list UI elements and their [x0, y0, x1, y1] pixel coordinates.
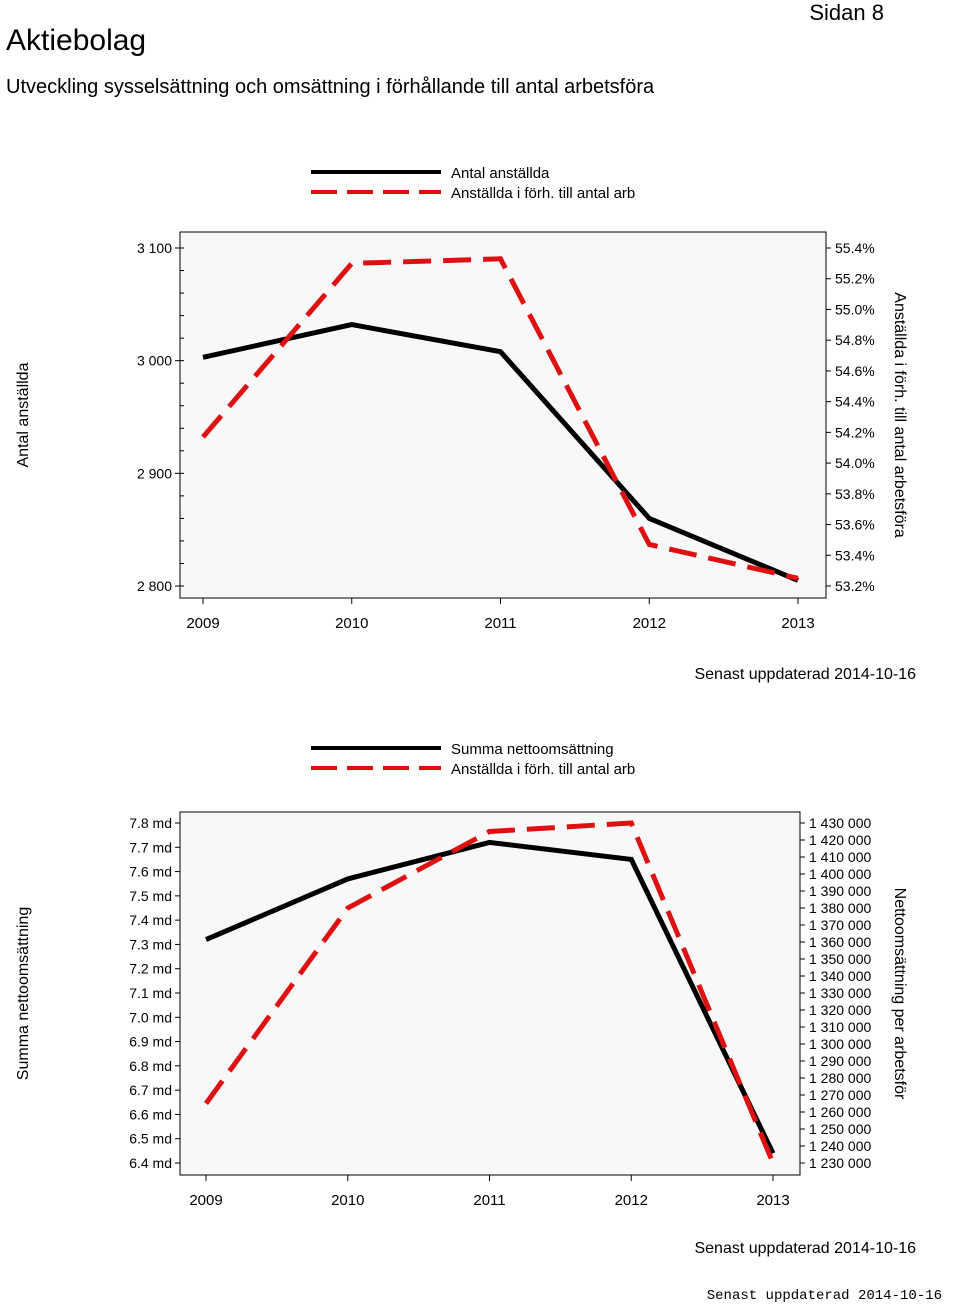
y-right-tick-label: 54.6%	[835, 362, 875, 379]
updated-note: Senast uppdaterad 2014-10-16	[694, 1240, 916, 1257]
x-tick-label: 2009	[186, 615, 220, 632]
y-left-tick-label: 7.5 md	[129, 887, 172, 904]
y-right-tick-label: 1 360 000	[809, 934, 872, 950]
y-left-tick-label: 6.4 md	[129, 1155, 172, 1171]
y-left-tick-label: 3 000	[136, 352, 172, 369]
x-tick-label: 2013	[781, 615, 815, 632]
y-left-tick-label: 2 800	[136, 578, 172, 594]
y-right-tick-label: 1 230 000	[809, 1155, 872, 1171]
y-left-tick-label: 6.9 md	[129, 1033, 172, 1050]
legend-label-2: Anställda i förh. till antal arb	[451, 761, 636, 778]
y-right-tick-label: 1 370 000	[809, 917, 872, 933]
y-right-tick-label: 1 330 000	[809, 985, 872, 1001]
y-left-axis-title: Summa nettoomsättning	[15, 906, 32, 1081]
y-right-tick-label: 1 320 000	[809, 1002, 872, 1018]
x-tick-label: 2011	[473, 1192, 506, 1209]
y-left-tick-label: 6.5 md	[129, 1130, 172, 1147]
y-right-tick-label: 1 390 000	[809, 883, 872, 899]
footer-updated: Senast uppdaterad 2014-10-16	[706, 1288, 942, 1304]
y-right-tick-label: 53.4%	[835, 547, 875, 564]
y-right-tick-label: 1 270 000	[809, 1087, 872, 1103]
x-tick-label: 2010	[331, 1192, 365, 1209]
y-right-tick-label: 1 260 000	[809, 1104, 872, 1120]
y-right-tick-label: 1 340 000	[809, 968, 872, 984]
y-right-tick-label: 1 410 000	[809, 849, 872, 865]
legend-label-1: Antal anställda	[451, 165, 550, 182]
x-tick-label: 2012	[632, 615, 666, 632]
y-right-tick-label: 1 250 000	[809, 1121, 872, 1137]
x-tick-label: 2010	[335, 615, 369, 632]
y-right-tick-label: 54.0%	[835, 455, 875, 472]
y-left-tick-label: 7.7 md	[129, 839, 172, 856]
y-left-tick-label: 2 900	[136, 465, 172, 482]
x-tick-label: 2013	[756, 1192, 790, 1209]
y-left-tick-label: 7.6 md	[129, 863, 172, 880]
y-left-tick-label: 7.8 md	[129, 815, 172, 831]
y-right-tick-label: 1 430 000	[809, 815, 872, 831]
y-left-tick-label: 6.6 md	[129, 1106, 172, 1123]
page-title: Aktiebolag	[6, 24, 147, 57]
y-left-tick-label: 6.7 md	[129, 1082, 172, 1099]
y-right-tick-label: 1 400 000	[809, 866, 872, 882]
y-right-tick-label: 1 290 000	[809, 1053, 872, 1069]
y-right-tick-label: 54.8%	[835, 332, 875, 349]
y-left-tick-label: 7.1 md	[129, 985, 172, 1001]
y-right-tick-label: 1 240 000	[809, 1138, 872, 1154]
y-right-tick-label: 1 310 000	[809, 1019, 872, 1035]
y-right-tick-label: 1 380 000	[809, 900, 872, 916]
y-right-tick-label: 1 300 000	[809, 1036, 872, 1052]
y-right-tick-label: 55.4%	[835, 240, 875, 256]
y-left-tick-label: 7.0 md	[129, 1009, 172, 1026]
y-right-tick-label: 55.0%	[835, 301, 875, 318]
y-left-tick-label: 7.4 md	[129, 912, 172, 929]
y-right-tick-label: 53.2%	[835, 578, 875, 594]
y-right-tick-label: 54.4%	[835, 393, 875, 410]
y-right-axis-title: Anställda i förh. till antal arbetsföra	[891, 292, 908, 538]
y-right-tick-label: 1 280 000	[809, 1070, 872, 1086]
y-right-tick-label: 54.2%	[835, 424, 875, 441]
y-left-tick-label: 7.3 md	[129, 936, 172, 953]
y-right-tick-label: 53.8%	[835, 485, 875, 502]
legend-label-1: Summa nettoomsättning	[451, 741, 614, 758]
y-right-tick-label: 1 420 000	[809, 832, 872, 848]
plot-area	[180, 812, 800, 1175]
page-subtitle: Utveckling sysselsättning och omsättning i förhållande till antal arbetsföra	[6, 76, 655, 98]
y-left-tick-label: 6.8 md	[129, 1057, 172, 1074]
x-tick-label: 2012	[614, 1192, 648, 1209]
page-number: Sidan 8	[809, 0, 884, 25]
updated-note: Senast uppdaterad 2014-10-16	[694, 666, 916, 683]
y-right-tick-label: 53.6%	[835, 516, 875, 533]
y-left-axis-title: Antal anställda	[15, 362, 32, 468]
legend-label-2: Anställda i förh. till antal arb	[451, 185, 636, 202]
x-tick-label: 2009	[189, 1192, 223, 1209]
y-left-tick-label: 3 100	[136, 240, 172, 256]
y-right-axis-title: Nettoomsättning per arbetsför	[891, 887, 908, 1100]
x-tick-label: 2011	[484, 615, 517, 632]
y-left-tick-label: 7.2 md	[129, 960, 172, 977]
y-right-tick-label: 55.2%	[835, 270, 875, 287]
y-right-tick-label: 1 350 000	[809, 951, 872, 967]
